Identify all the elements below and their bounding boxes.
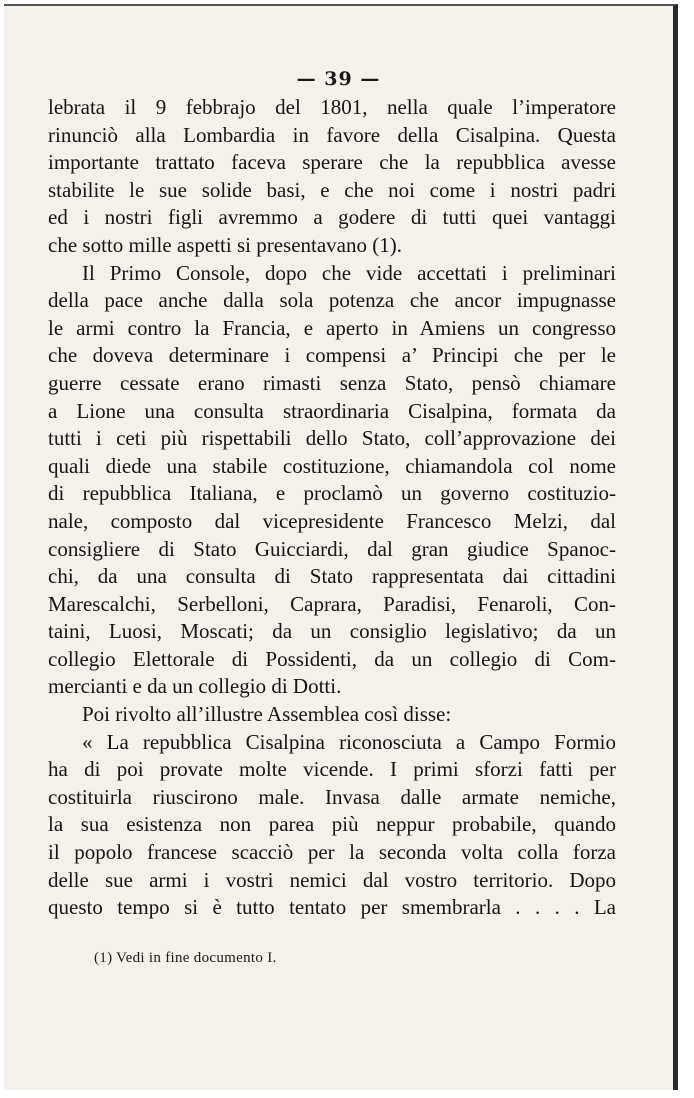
text-line: costituirla riuscirono male. Invasa dalle armate nemiche, (48, 784, 616, 809)
text-line: ha di poi provate molte vicende. I primi sforzi fatti per (48, 757, 616, 782)
text-line: che sotto mille aspetti si presentavano (1). (48, 232, 402, 257)
text-line: mercianti e da un collegio di Dotti. (48, 674, 342, 699)
text-line: di repubblica Italiana, e proclamò un governo costituzio- (48, 481, 616, 506)
page-number-header: — 39 — (296, 68, 381, 90)
text-line: stabilite le sue solide basi, e che noi come i nostri padri (48, 177, 616, 202)
text-line: quali diede una stabile costituzione, chiamandola col nome (48, 453, 616, 478)
text-line: ed i nostri figli avremmo a godere di tutti quei vantaggi (48, 205, 616, 230)
footnote: (1) Vedi in fine documento I. (94, 950, 277, 966)
body-text (48, 94, 616, 922)
text-line: consigliere di Stato Guicciardi, dal gran giudice Spanoc- (48, 536, 616, 561)
text-line: Poi rivolto all’illustre Assemblea così disse: (82, 702, 452, 727)
text-line: che doveva determinare i compensi a’ Principi che per le (48, 343, 616, 368)
text-line: collegio Elettorale di Possidenti, da un collegio di Com- (48, 646, 616, 671)
text-line: tutti i ceti più rispettabili dello Stato, coll’approvazione dei (48, 426, 616, 451)
text-line: lebrata il 9 febbrajo del 1801, nella quale l’imperatore (48, 95, 616, 119)
text-line: il popolo francese scacciò per la seconda volta colla forza (48, 840, 616, 865)
text-line: Marescalchi, Serbelloni, Caprara, Paradisi, Fenaroli, Con- (48, 591, 616, 616)
text-line: rinunciò alla Lombardia in favore della Cisalpina. Questa (48, 122, 616, 147)
text-line: nale, composto dal vicepresidente Francesco Melzi, dal (48, 508, 616, 533)
text-line: la sua esistenza non parea più neppur probabile, quando (48, 812, 616, 837)
text-line: Il Primo Console, dopo che vide accettati i preliminari (82, 260, 616, 285)
book-page (4, 4, 678, 1090)
text-line: della pace anche dalla sola potenza che ancor impugnasse (48, 288, 616, 313)
text-line: chi, da una consulta di Stato rappresentata dai cittadini (48, 564, 616, 589)
text-line: importante trattato faceva sperare che la repubblica avesse (48, 150, 616, 175)
text-line: « La repubblica Cisalpina riconosciuta a Campo Formio (82, 729, 616, 754)
text-line: le armi contro la Francia, e aperto in Amiens un congresso (48, 315, 616, 340)
text-line: guerre cessate erano rimasti senza Stato, pensò chiamare (48, 370, 616, 395)
text-line: questo tempo si è tutto tentato per smembrarla . . . . La (48, 895, 616, 920)
text-line: taini, Luosi, Moscati; da un consiglio legislativo; da un (48, 619, 616, 644)
text-line: a Lione una consulta straordinaria Cisalpina, formata da (48, 398, 616, 423)
text-line: delle sue armi i vostri nemici dal vostro territorio. Dopo (48, 867, 616, 892)
